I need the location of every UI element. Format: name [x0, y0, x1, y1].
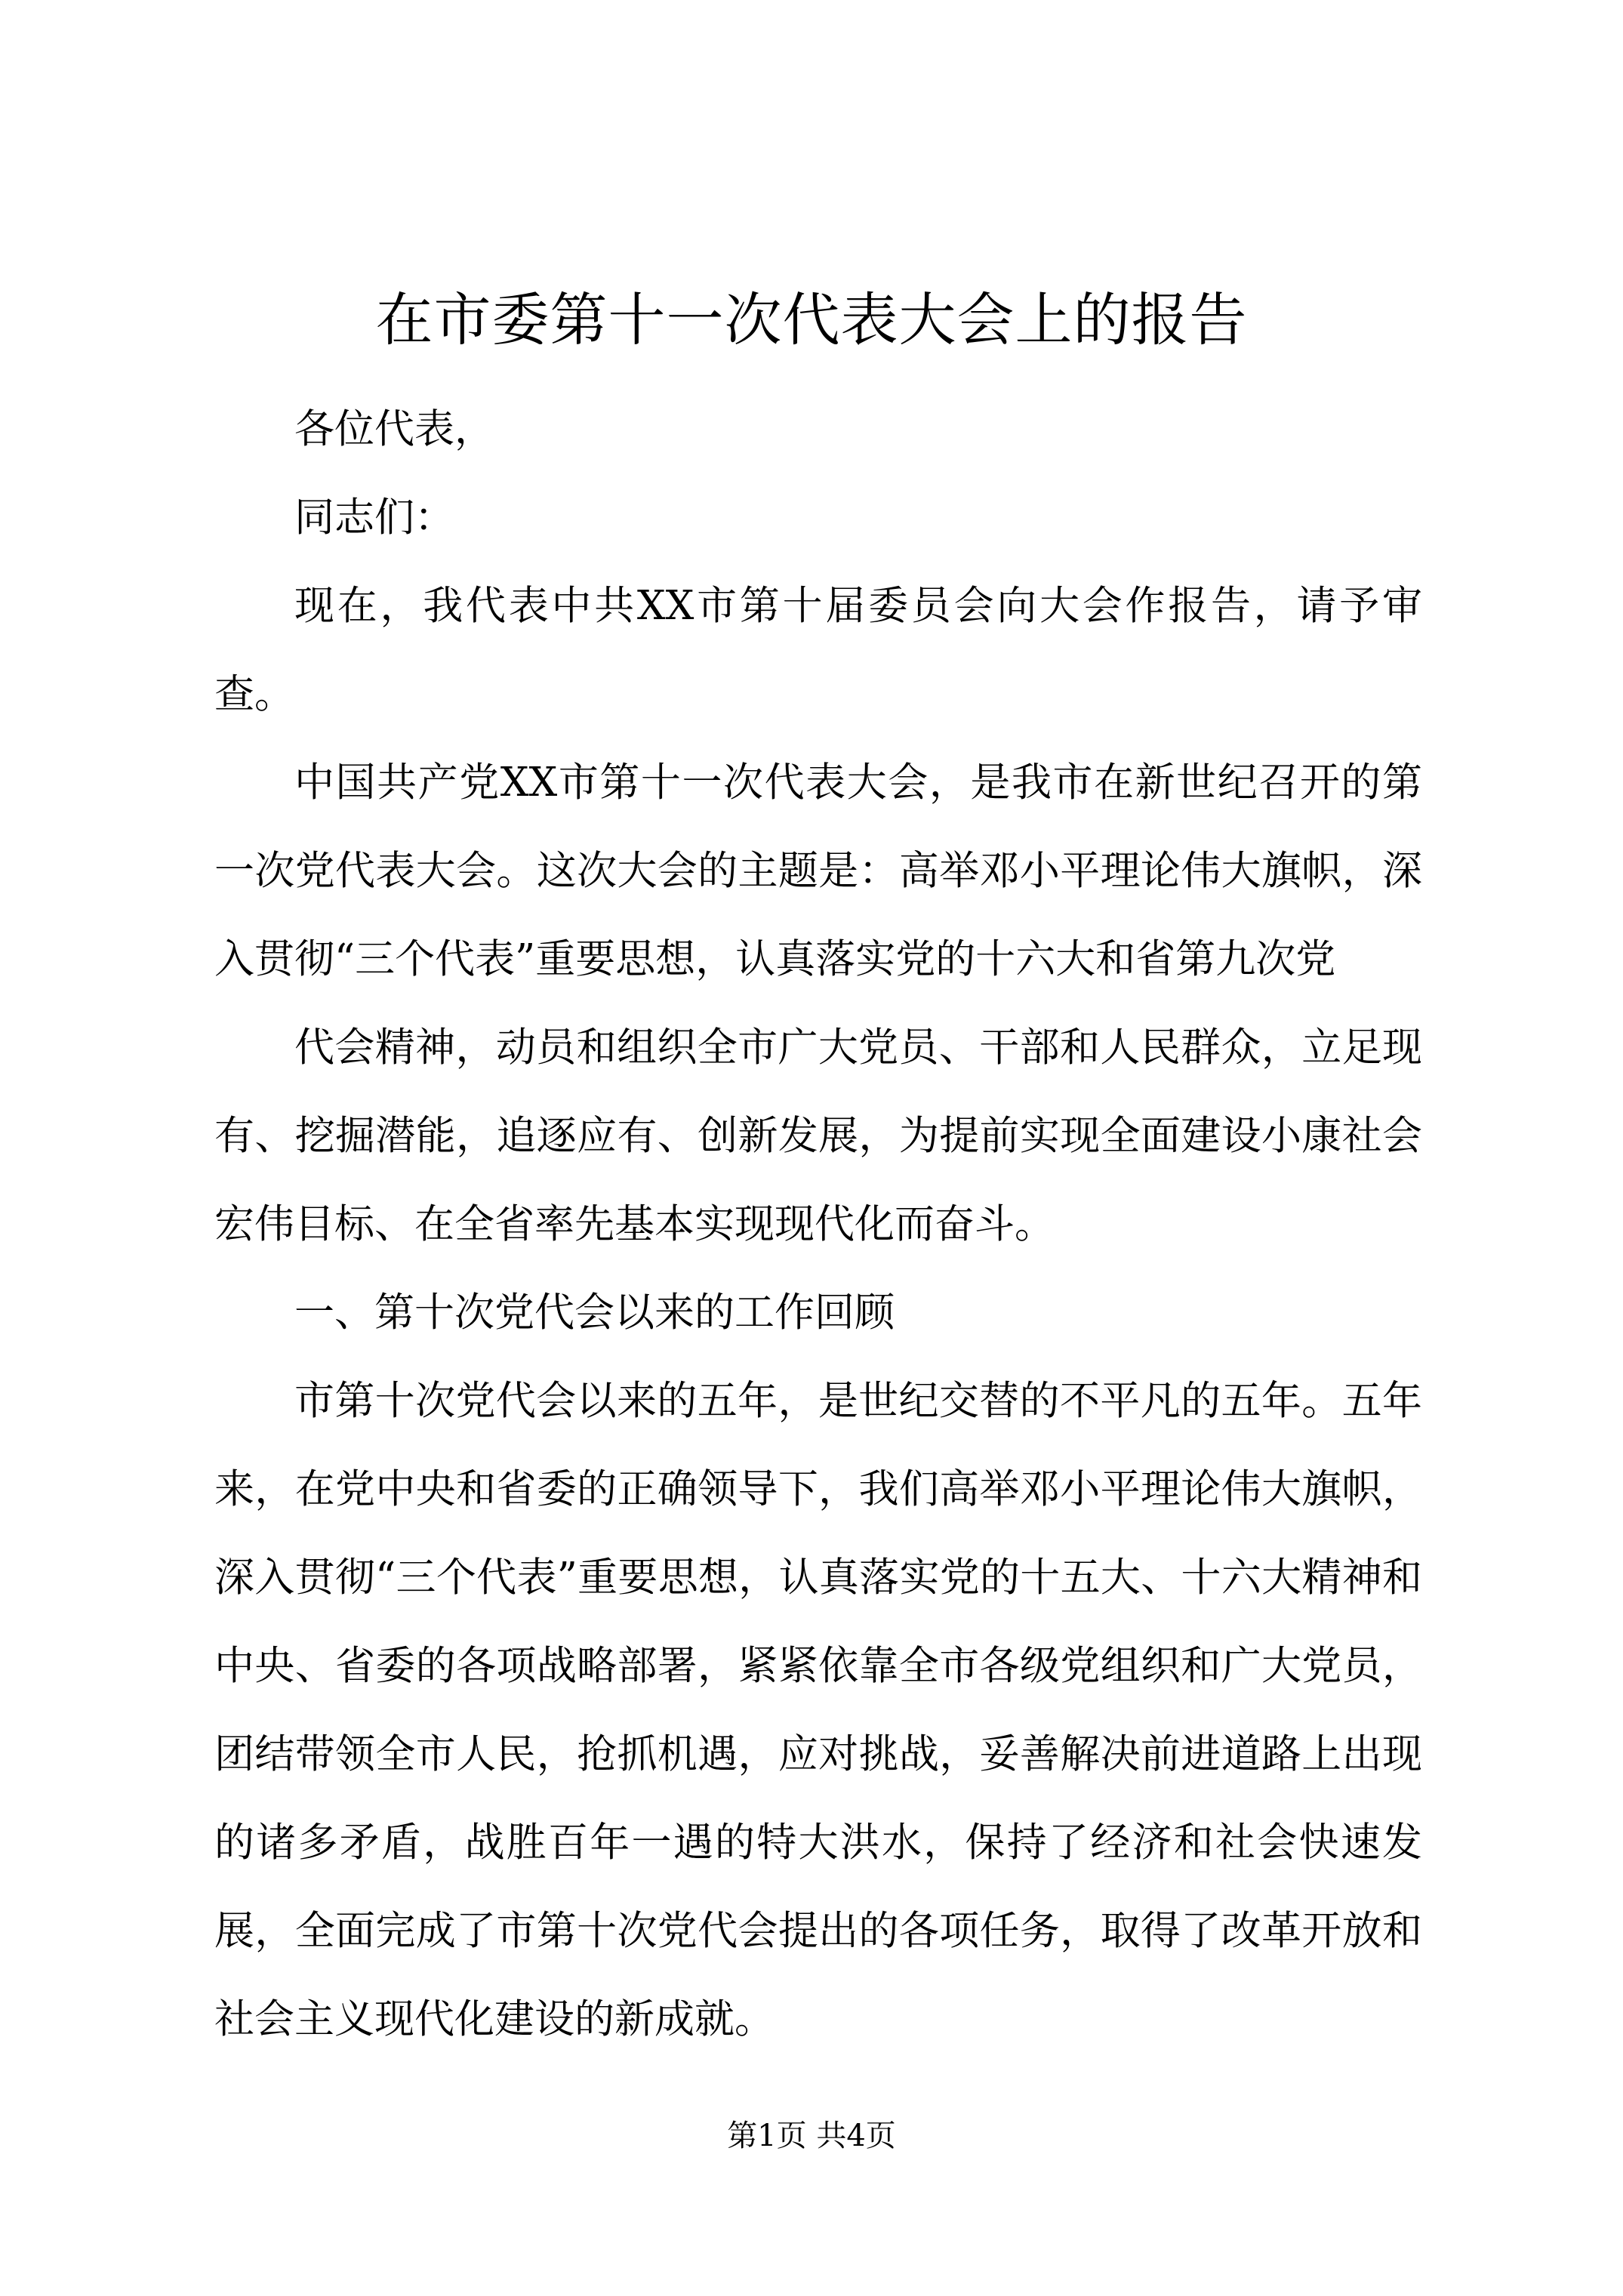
- paragraph-review: 市第十次党代会以来的五年，是世纪交替的不平凡的五年。五年来，在党中央和省委的正确领导下，我们高举邓小平理论伟大旗帜，深入贯彻“三个代表”重要思想，认真落实党的十五大、十六大精神和中央、省委的各项战略部署，紧紧依靠全市各级党组织和广大党员，团结带领全市人民，抢抓机遇，应对挑战，妥善解决前进道路上出现的诸多矛盾，战胜百年一遇的特大洪水，保持了经济和社会快速发展，全面完成了市第十次党代会提出的各项任务，取得了改革开放和社会主义现代化建设的新成就。: [214, 1378, 1422, 2042]
- paragraph-salutation-2: 同志们：: [294, 495, 454, 541]
- paragraph-salutation-1: 各位代表，: [294, 406, 494, 452]
- paragraph-theme-continued: 代会精神，动员和组织全市广大党员、干部和人民群众，立足现有、挖掘潜能，追逐应有、创新发展，为提前实现全面建设小康社会宏伟目标、在全省率先基本实现现代化而奋斗。: [214, 1025, 1422, 1247]
- document-body: [214, 385, 1422, 2063]
- paragraph-theme: 中国共产党XX市第十一次代表大会，是我市在新世纪召开的第一次党代表大会。这次大会的主题是：高举邓小平理论伟大旗帜，深入贯彻“三个代表”重要思想，认真落实党的十六大和省第九次党: [214, 760, 1422, 982]
- section-heading: 一、第十次党代会以来的工作回顾: [294, 1290, 895, 1336]
- page-footer: 第1页 共4页: [727, 2119, 896, 2153]
- document-title: 在市委第十一次代表大会上的报告: [375, 286, 1248, 353]
- paragraph-intro: 现在，我代表中共XX市第十届委员会向大会作报告，请予审查。: [214, 583, 1422, 717]
